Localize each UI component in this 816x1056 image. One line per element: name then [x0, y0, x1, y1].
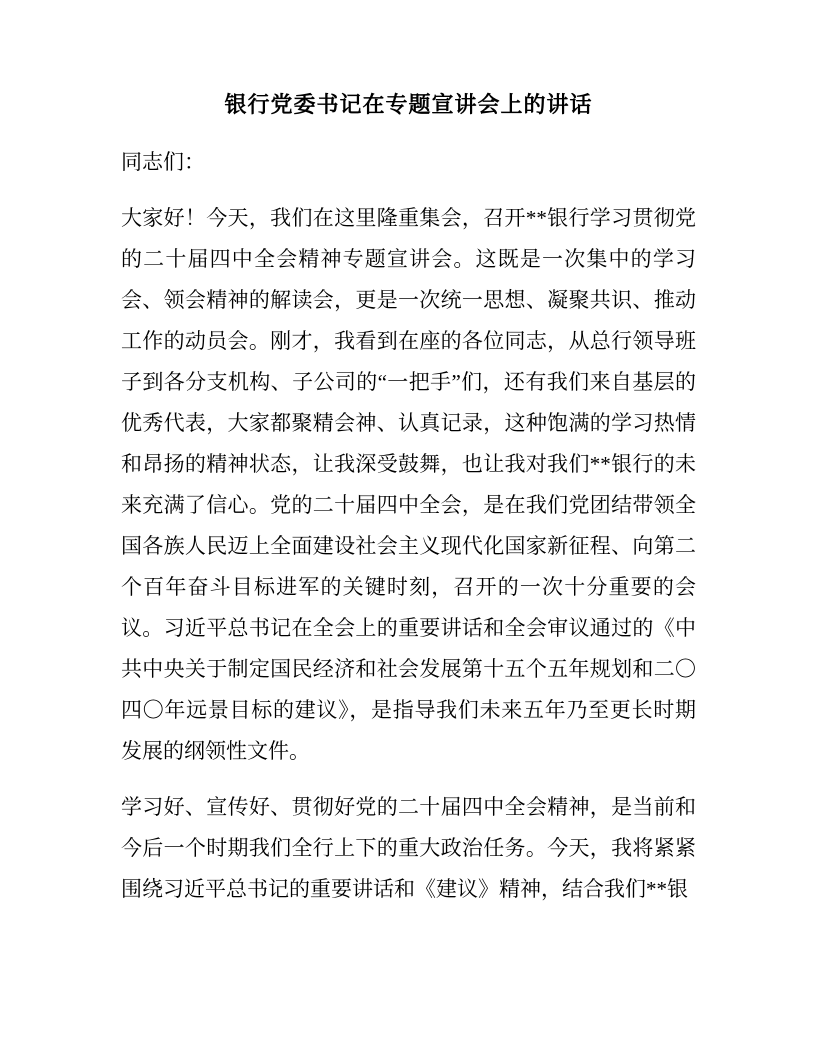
- document-title: 银行党委书记在专题宣讲会上的讲话: [224, 92, 593, 117]
- salutation-line: 同志们：: [121, 150, 205, 174]
- body-paragraph-1: 大家好！今天，我们在这里隆重集会，召开**银行学习贯彻党的二十届四中全会精神专题宣讲会。这既是一次集中的学习会、领会精神的解读会，更是一次统一思想、凝聚共识、推动工作的动员会。刚才，我看到在座的各位同志，从总行领导班子到各分支机构、子公司的“一把手”们，还有我们来自基层的优秀代表，大家都聚精会神、认真记录，这种饱满的学习热情和昂扬的精神状态，让我深受鼓舞，也让我对我们**银行的未来充满了信心。党的二十届四中全会，是在我们党团结带领全国各族人民迈上全面建设社会主义现代化国家新征程、向第二个百年奋斗目标进军的关键时刻，召开的一次十分重要的会议。习近平总书记在全会上的重要讲话和全会审议通过的《中共中央关于制定国民经济和社会发展第十五个五年规划和二〇四〇年远景目标的建议》，是指导我们未来五年乃至更长时期发展的纲领性文件。: [121, 206, 696, 763]
- body-paragraph-2: 学习好、宣传好、贯彻好党的二十届四中全会精神，是当前和今后一个时期我们全行上下的重大政治任务。今天，我将紧紧围绕习近平总书记的重要讲话和《建议》精神，结合我们**银: [121, 795, 696, 901]
